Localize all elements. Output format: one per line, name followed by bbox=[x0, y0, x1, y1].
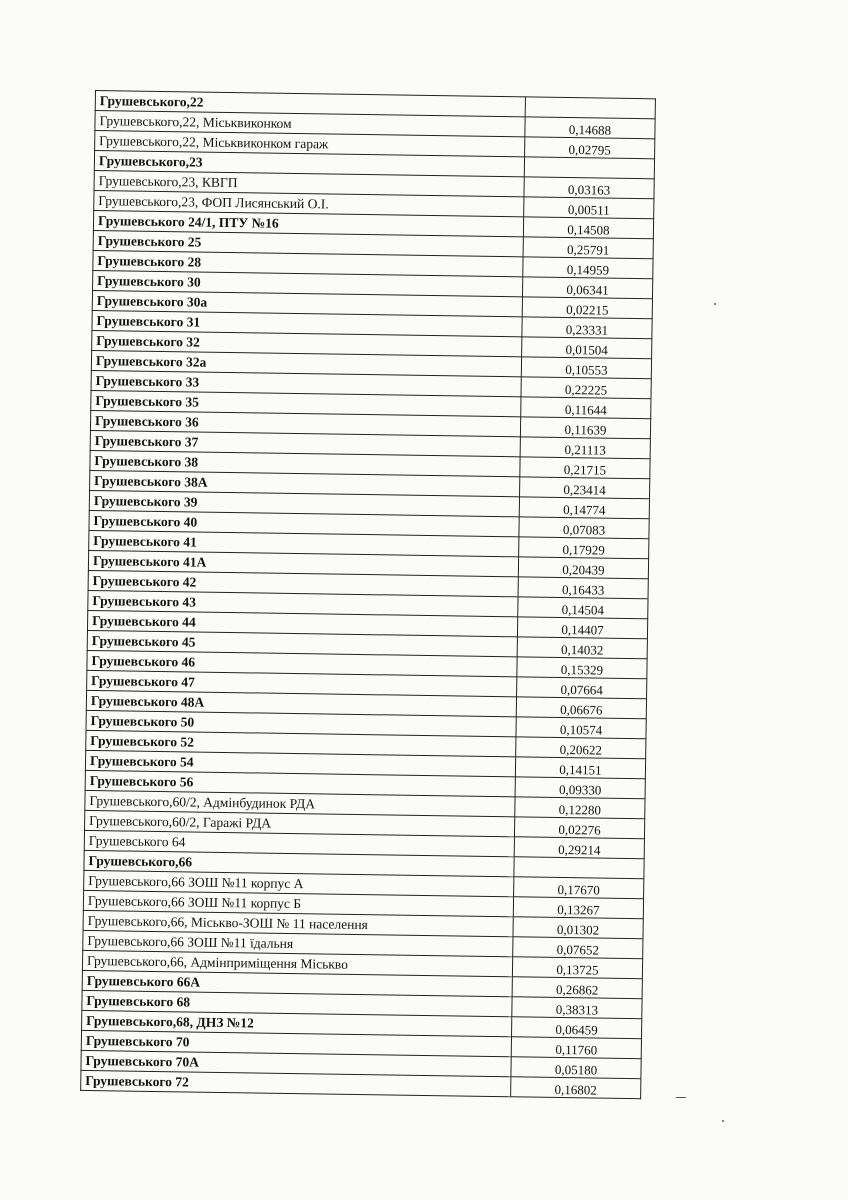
value-cell: 0,22225 bbox=[521, 377, 651, 399]
value-cell: 0,14508 bbox=[523, 217, 653, 239]
value-cell: 0,16802 bbox=[511, 1077, 641, 1099]
value-cell: 0,02795 bbox=[525, 137, 655, 159]
value-cell: 0,11760 bbox=[511, 1037, 641, 1059]
address-cell: Грушевського 38 bbox=[90, 450, 520, 476]
address-cell: Грушевського 54 bbox=[85, 750, 515, 776]
value-cell: 0,17670 bbox=[514, 877, 644, 899]
address-cell: Грушевського,66, Міськво-ЗОШ № 11 населення bbox=[83, 910, 513, 936]
value-cell: 0,11639 bbox=[520, 417, 650, 439]
address-cell: Грушевського 72 bbox=[81, 1070, 511, 1096]
value-cell: 0,02215 bbox=[522, 297, 652, 319]
address-cell: Грушевського 70 bbox=[81, 1030, 511, 1056]
address-table-sheet bbox=[80, 90, 655, 1099]
address-cell: Грушевського 30а bbox=[92, 290, 522, 316]
value-cell: 0,14774 bbox=[519, 497, 649, 519]
address-cell: Грушевського,23, ФОП Лисянський О.І. bbox=[94, 190, 524, 216]
value-cell: 0,16433 bbox=[518, 577, 648, 599]
address-cell: Грушевського 56 bbox=[85, 770, 515, 796]
address-cell: Грушевського,66 ЗОШ №11 їдальня bbox=[83, 930, 513, 956]
address-cell: Грушевського 30 bbox=[93, 270, 523, 296]
scan-speck bbox=[714, 303, 716, 305]
value-cell: 0,03163 bbox=[524, 177, 654, 199]
value-cell: 0,09330 bbox=[515, 777, 645, 799]
value-cell: 0,38313 bbox=[512, 997, 642, 1019]
value-cell: 0,06676 bbox=[516, 697, 646, 719]
address-cell: Грушевського 35 bbox=[91, 390, 521, 416]
value-cell bbox=[514, 857, 644, 879]
address-cell: Грушевського,60/2, Гаражі РДА bbox=[85, 810, 515, 836]
address-cell: Грушевського 50 bbox=[86, 710, 516, 736]
address-cell: Грушевського 32а bbox=[91, 350, 521, 376]
value-cell: 0,13725 bbox=[512, 957, 642, 979]
scan-speck bbox=[676, 1097, 686, 1098]
value-cell: 0,14032 bbox=[517, 637, 647, 659]
address-cell: Грушевського 37 bbox=[90, 430, 520, 456]
value-cell: 0,15329 bbox=[517, 657, 647, 679]
address-cell: Грушевського 36 bbox=[90, 410, 520, 436]
address-cell: Грушевського,23, КВГП bbox=[94, 170, 524, 196]
address-cell: Грушевського 41А bbox=[88, 550, 518, 576]
value-cell: 0,10574 bbox=[516, 717, 646, 739]
value-cell: 0,29214 bbox=[514, 837, 644, 859]
address-cell: Грушевського,22 bbox=[95, 91, 525, 117]
value-cell: 0,10553 bbox=[521, 357, 651, 379]
value-cell bbox=[525, 97, 655, 119]
address-cell: Грушевського 43 bbox=[88, 590, 518, 616]
value-cell: 0,07083 bbox=[519, 517, 649, 539]
address-cell: Грушевського 46 bbox=[87, 650, 517, 676]
address-cell: Грушевського 32 bbox=[92, 330, 522, 356]
address-cell: Грушевського 28 bbox=[93, 250, 523, 276]
value-cell: 0,25791 bbox=[523, 237, 653, 259]
address-cell: Грушевського,66 ЗОШ №11 корпус Б bbox=[83, 890, 513, 916]
address-cell: Грушевського 42 bbox=[88, 570, 518, 596]
address-cell: Грушевського 48А bbox=[86, 690, 516, 716]
address-cell: Грушевського 68 bbox=[82, 990, 512, 1016]
value-cell: 0,07652 bbox=[513, 937, 643, 959]
address-cell: Грушевського 66А bbox=[82, 970, 512, 996]
value-cell: 0,14959 bbox=[523, 257, 653, 279]
scan-speck bbox=[722, 1120, 724, 1122]
value-cell: 0,14407 bbox=[517, 617, 647, 639]
value-cell: 0,11644 bbox=[521, 397, 651, 419]
value-cell: 0,12280 bbox=[515, 797, 645, 819]
value-cell: 0,14151 bbox=[515, 757, 645, 779]
address-cell: Грушевського 45 bbox=[87, 630, 517, 656]
address-cell: Грушевського 44 bbox=[87, 610, 517, 636]
address-cell: Грушевського,66 bbox=[84, 850, 514, 876]
value-cell: 0,23414 bbox=[520, 477, 650, 499]
value-cell: 0,01504 bbox=[522, 337, 652, 359]
address-cell: Грушевського,68, ДНЗ №12 bbox=[82, 1010, 512, 1036]
address-cell: Грушевського,22, Міськвиконком гараж bbox=[95, 131, 525, 157]
value-cell: 0,23331 bbox=[522, 317, 652, 339]
value-cell: 0,20622 bbox=[516, 737, 646, 759]
address-cell: Грушевського,60/2, Адмінбудинок РДА bbox=[85, 790, 515, 816]
address-cell: Грушевського 38А bbox=[90, 470, 520, 496]
address-cell: Грушевського 25 bbox=[93, 230, 523, 256]
address-cell: Грушевського 64 bbox=[84, 830, 514, 856]
address-cell: Грушевського 40 bbox=[89, 510, 519, 536]
value-cell: 0,20439 bbox=[518, 557, 648, 579]
value-cell: 0,13267 bbox=[513, 897, 643, 919]
address-cell: Грушевського,66, Адмінприміщення Міськво bbox=[82, 950, 512, 976]
address-cell: Грушевського 24/1, ПТУ №16 bbox=[93, 210, 523, 236]
value-cell: 0,01302 bbox=[513, 917, 643, 939]
value-cell: 0,00511 bbox=[524, 197, 654, 219]
address-cell: Грушевського 33 bbox=[91, 370, 521, 396]
value-cell: 0,21113 bbox=[520, 437, 650, 459]
address-cell: Грушевського 41 bbox=[89, 530, 519, 556]
address-consumption-table bbox=[80, 90, 656, 1099]
value-cell: 0,02276 bbox=[514, 817, 644, 839]
value-cell: 0,06459 bbox=[512, 1017, 642, 1039]
value-cell: 0,07664 bbox=[517, 677, 647, 699]
address-cell: Грушевського 39 bbox=[89, 490, 519, 516]
value-cell: 0,14688 bbox=[525, 117, 655, 139]
value-cell bbox=[524, 157, 654, 179]
value-cell: 0,06341 bbox=[522, 277, 652, 299]
address-cell: Грушевського 31 bbox=[92, 310, 522, 336]
value-cell: 0,14504 bbox=[518, 597, 648, 619]
value-cell: 0,26862 bbox=[512, 977, 642, 999]
address-cell: Грушевського 47 bbox=[87, 670, 517, 696]
value-cell: 0,21715 bbox=[520, 457, 650, 479]
value-cell: 0,17929 bbox=[519, 537, 649, 559]
address-cell: Грушевського,22, Міськвиконком bbox=[95, 111, 525, 137]
address-cell: Грушевського 70А bbox=[81, 1050, 511, 1076]
value-cell: 0,05180 bbox=[511, 1057, 641, 1079]
address-cell: Грушевського,66 ЗОШ №11 корпус А bbox=[84, 870, 514, 896]
address-cell: Грушевського 52 bbox=[86, 730, 516, 756]
address-cell: Грушевського,23 bbox=[94, 151, 524, 177]
